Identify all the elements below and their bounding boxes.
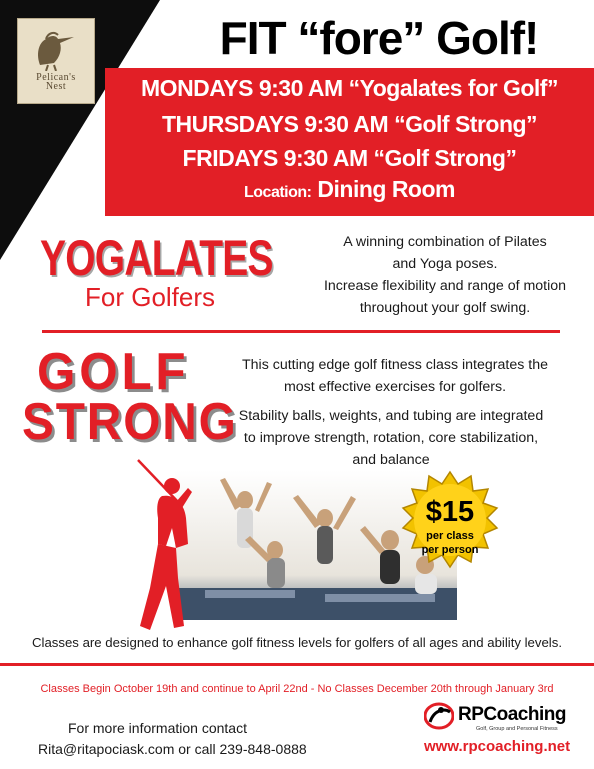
brand-name: RPCoaching xyxy=(458,704,566,725)
logo-text-line2: Nest xyxy=(45,81,67,92)
dates-note: Classes Begin October 19th and continue to April 22nd - No Classes December 20th through January 3rd xyxy=(40,683,554,695)
brand-tagline: Golf, Group and Personal Fitness xyxy=(476,726,558,732)
yogalates-desc-line: and Yoga poses. xyxy=(392,256,498,272)
yogalates-desc-line: A winning combination of Pilates xyxy=(343,234,547,250)
contact-heading: For more information contact xyxy=(68,720,247,736)
price-unit-line2: per person xyxy=(421,544,479,556)
golf-strong-heading-line1: GOLF xyxy=(37,343,190,401)
yogalates-heading: YOGALATES xyxy=(40,230,273,286)
pelicans-nest-logo xyxy=(17,18,95,104)
footer-divider xyxy=(0,663,594,666)
classes-note: Classes are designed to enhance golf fitness levels for golfers of all ages and ability levels. xyxy=(32,635,562,650)
yogalates-desc-line: Increase flexibility and range of motion xyxy=(323,278,567,294)
section-divider xyxy=(42,330,560,333)
golfer-silhouette-icon xyxy=(128,458,208,633)
schedule-thursday: THURSDAYS 9:30 AM “Golf Strong” xyxy=(161,111,538,137)
golf-strong-heading-line2: STRONG xyxy=(22,393,238,451)
golf-desc-line: Stability balls, weights, and tubing are integrated xyxy=(238,408,544,424)
golf-strong-equipment xyxy=(196,405,586,471)
golf-desc-line: to improve strength, rotation, core stabilization, xyxy=(243,430,539,446)
logo-text-line1: Pelican's xyxy=(36,72,76,83)
contact-details[interactable]: Rita@ritapociask.com or call 239-848-0888 xyxy=(38,741,307,757)
brand-website-link[interactable]: www.rpcoaching.net xyxy=(424,738,571,755)
yogalates-description xyxy=(300,231,590,319)
golf-strong-description xyxy=(205,354,585,398)
rp-swoosh-icon xyxy=(424,702,454,730)
golf-desc-line: and balance xyxy=(352,452,430,468)
location-line xyxy=(105,176,594,203)
page-title: FIT “fore” Golf! xyxy=(219,12,539,64)
schedule-banner xyxy=(105,68,594,216)
price-unit-line1: per class xyxy=(426,530,474,542)
price-amount: $15 xyxy=(425,496,475,528)
location-value: Dining Room xyxy=(317,176,455,202)
schedule-friday: FRIDAYS 9:30 AM “Golf Strong” xyxy=(182,145,517,171)
location-label: Location: xyxy=(244,184,312,201)
pelican-icon xyxy=(26,25,86,71)
golf-desc-line: This cutting edge golf fitness class integrates the xyxy=(242,357,548,373)
schedule-monday: MONDAYS 9:30 AM “Yogalates for Golf” xyxy=(141,75,558,101)
yogalates-desc-line: throughout your golf swing. xyxy=(359,300,531,316)
golf-desc-line: most effective exercises for golfers. xyxy=(283,379,507,395)
yogalates-subheading: For Golfers xyxy=(85,282,216,312)
